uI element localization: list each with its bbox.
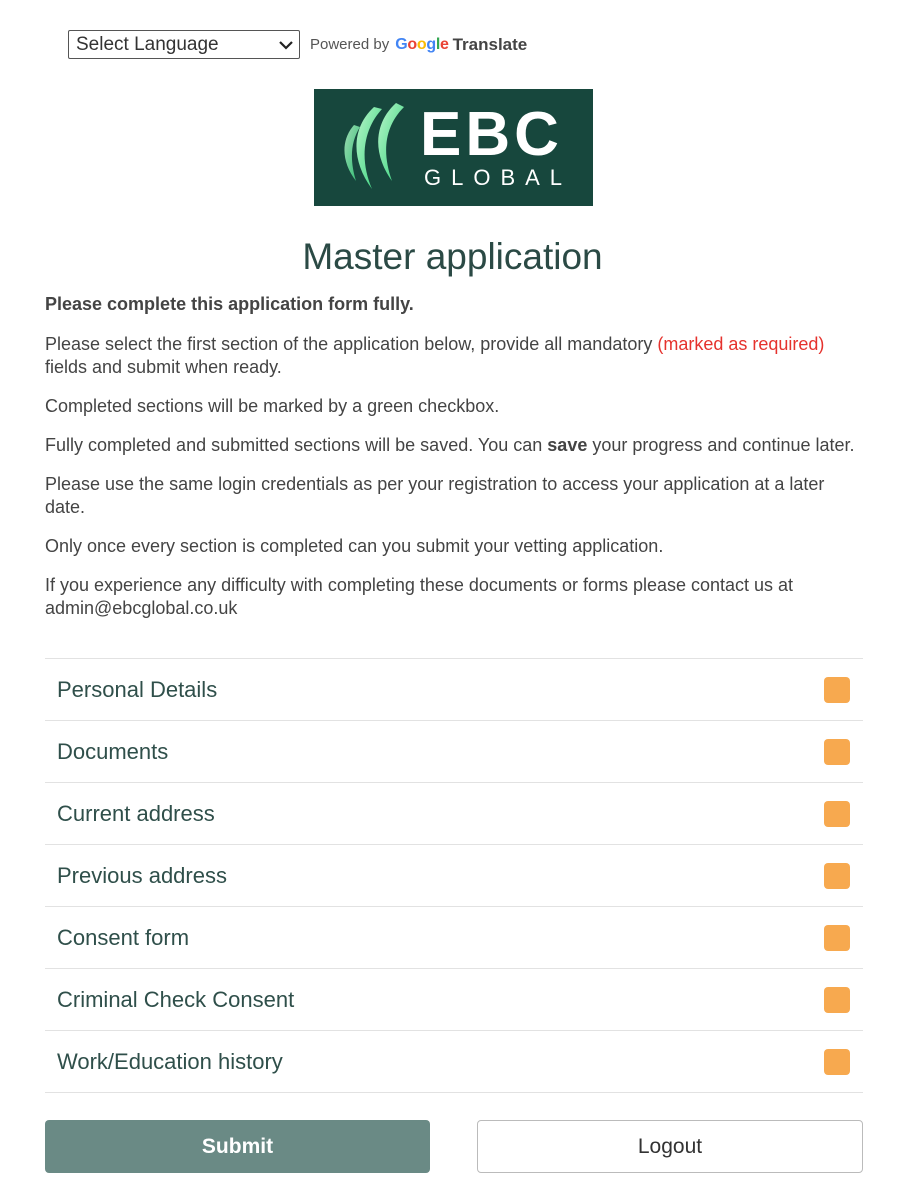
google-logo[interactable] [395,36,448,54]
instructions-submit-once: Only once every section is completed can you submit your vetting application. [45,536,664,556]
section-label: Work/Education history [57,1048,283,1074]
section-label: Documents [57,738,169,764]
logout-button[interactable]: Logout [477,1120,863,1173]
status-checkbox-icon [824,801,850,827]
instructions-select-section: Please select the first section of the application below, provide all mandatory (marked as required) fields and submit when ready. [45,334,825,377]
google-letter: e [439,35,449,53]
section-criminal-check-consent[interactable] [45,969,863,1031]
submit-button[interactable]: Submit [45,1120,430,1173]
section-label: Consent form [57,924,190,950]
powered-by-google-translate [310,35,527,55]
chevron-down-icon [279,37,293,53]
instructions [45,293,865,636]
section-label: Personal Details [57,676,218,702]
page-title: Master application [302,236,603,277]
logo-subtitle: GLOBAL [424,165,573,190]
required-note: (marked as required) [657,334,825,354]
section-current-address[interactable] [45,783,863,845]
translate-bar [68,30,527,59]
section-label: Criminal Check Consent [57,986,295,1012]
section-consent-form[interactable] [45,907,863,969]
logo-wordmark: EBC [420,100,563,169]
powered-by-label: Powered by [310,36,390,53]
section-work-education-history[interactable] [45,1031,863,1093]
status-checkbox-icon [824,863,850,889]
section-previous-address[interactable] [45,845,863,907]
status-checkbox-icon [824,739,850,765]
google-letter: l [435,35,440,53]
instructions-completed: Completed sections will be marked by a green checkbox. [45,396,500,416]
application-sections [45,658,863,1093]
status-checkbox-icon [824,987,850,1013]
language-select[interactable] [68,30,300,59]
status-checkbox-icon [824,677,850,703]
google-letter: g [426,35,436,53]
section-documents[interactable] [45,721,863,783]
translate-link[interactable]: Translate [452,34,528,54]
google-letter: o [416,35,427,53]
language-select-value: Select Language [76,33,219,55]
status-checkbox-icon [824,1049,850,1075]
instructions-lead: Please complete this application form fully. [45,294,414,314]
instructions-contact: If you experience any difficulty with completing these documents or forms please contact us at admin@ebcglobal.co.uk [45,575,794,618]
status-checkbox-icon [824,925,850,951]
section-label: Current address [57,800,215,826]
swoosh-logo-icon [334,97,424,197]
section-personal-details[interactable] [45,659,863,721]
ebc-global-logo [314,89,593,206]
section-label: Previous address [57,862,227,888]
instructions-save: Fully completed and submitted sections will be saved. You can save your progress and continue later. [45,435,855,455]
google-letter: G [395,35,408,53]
instructions-login: Please use the same login credentials as per your registration to access your application at a later date. [45,474,825,517]
google-letter: o [407,35,417,53]
